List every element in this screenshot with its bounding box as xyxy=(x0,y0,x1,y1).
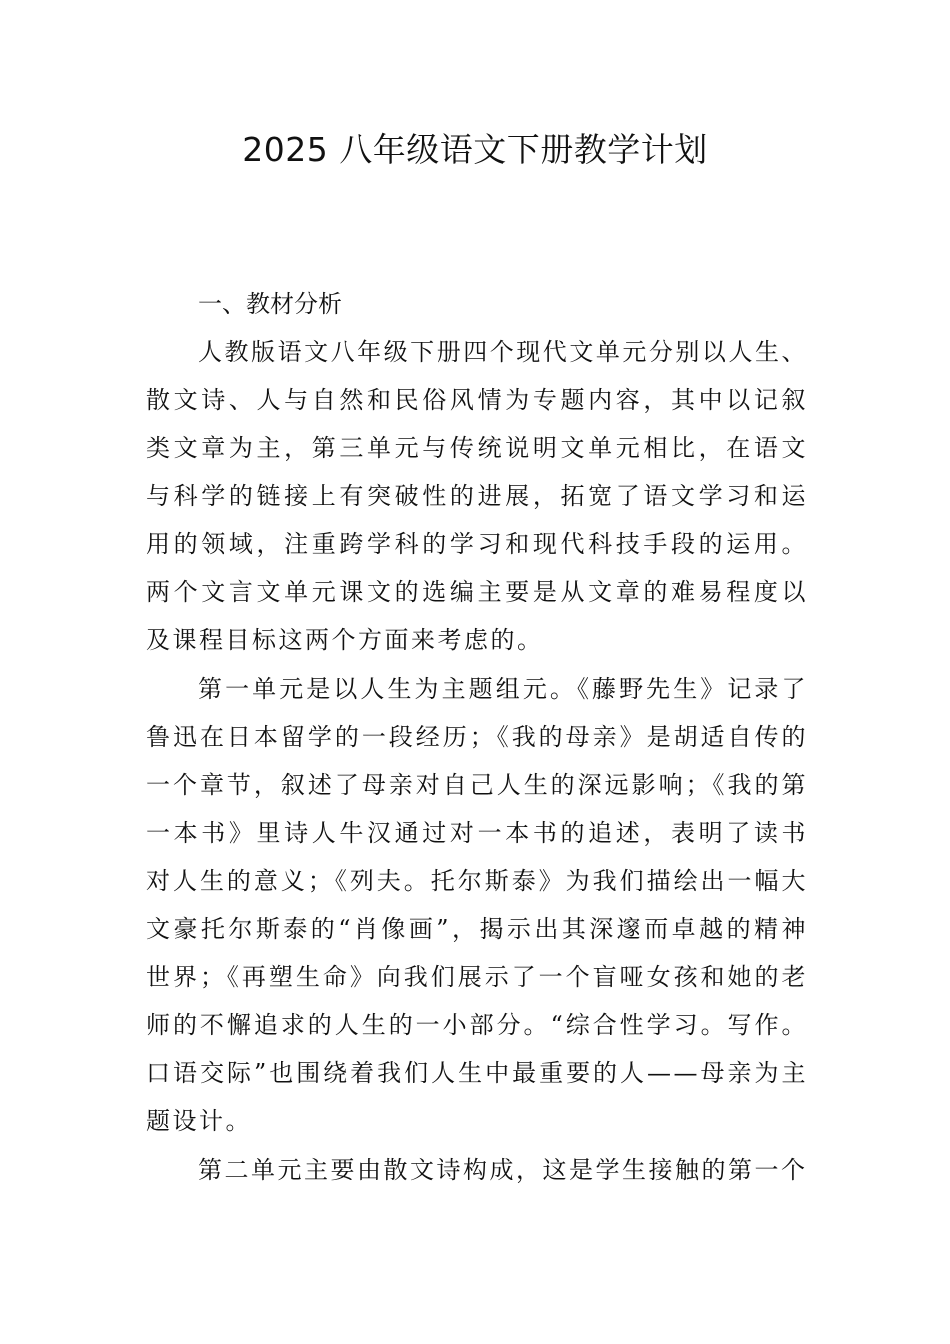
document-body xyxy=(146,280,808,1194)
section-heading: 一、教材分析 xyxy=(198,290,342,318)
paragraph-textbook-overview: 人教版语文八年级下册四个现代文单元分别以人生、散文诗、人与自然和民俗风情为专题内容，其中以记叙类文章为主，第三单元与传统说明文单元相比，在语文与科学的链接上有突破性的进展，拓宽了语文学习和运用的领域，注重跨学科的学习和现代科技手段的运用。两个文言文单元课文的选编主要是从文章的难易程度以及课程目标这两个方面来考虑的。 xyxy=(146,338,808,654)
paragraph-unit-one: 第一单元是以人生为主题组元。《藤野先生》记录了鲁迅在日本留学的一段经历；《我的母亲》是胡适自传的一个章节，叙述了母亲对自己人生的深远影响；《我的第一本书》里诗人牛汉通过对一本书的追述，表明了读书对人生的意义；《列夫。托尔斯泰》为我们描绘出一幅大文豪托尔斯泰的“肖像画”，揭示出其深邃而卓越的精神世界；《再塑生命》向我们展示了一个盲哑女孩和她的老师的不懈追求的人生的一小部分。“综合性学习。写作。口语交际”也围绕着我们人生中最重要的人——母亲为主题设计。 xyxy=(146,675,808,1135)
document-title: 2025 八年级语文下册教学计划 xyxy=(242,130,708,169)
paragraph-unit-two: 第二单元主要由散文诗构成，这是学生接触的第一个 xyxy=(198,1156,808,1184)
